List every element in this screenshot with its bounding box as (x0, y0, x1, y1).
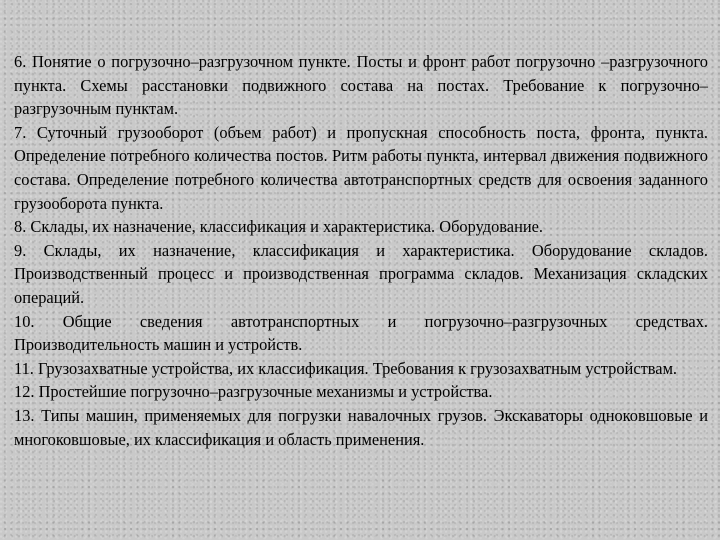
item-8: 8. Склады, их назначение, классификация и характеристика. Оборудование. (14, 217, 543, 237)
item-6: 6. Понятие о погрузочно–разгрузочном пункте. Посты и фронт работ погрузочно –разгрузочного пункта. Схемы расстановки подвижного состава на постах. Требование к погрузочно–разгрузочным пунктам. (14, 52, 708, 119)
item-13: 13. Типы машин, применяемых для погрузки навалочных грузов. Экскаваторы одноковшовые и многоковшовые, их классификация и область применения. (14, 405, 708, 449)
item-11: 11. Грузозахватные устройства, их классификация. Требования к грузозахватным устройствам. (14, 358, 678, 378)
item-7: 7. Суточный грузооборот (объем работ) и пропускная способность поста, фронта, пункта. Определение потребного количества постов. Ритм работы пункта, интервал движения подвижного состава. Определение потребного количества автотранспортных средств для освоения заданного грузооборота пункта. (14, 122, 708, 213)
item-9: 9. Склады, их назначение, классификация и характеристика. Оборудование складов. Производственный процесс и производственная программа складов. Механизация складских операций. (14, 240, 708, 307)
item-10: 10. Общие сведения автотранспортных и погрузочно–разгрузочных средствах. Производительность машин и устройств. (14, 311, 708, 355)
item-12: 12. Простейшие погрузочно–разгрузочные механизмы и устройства. (14, 382, 493, 402)
document-text (14, 50, 708, 451)
